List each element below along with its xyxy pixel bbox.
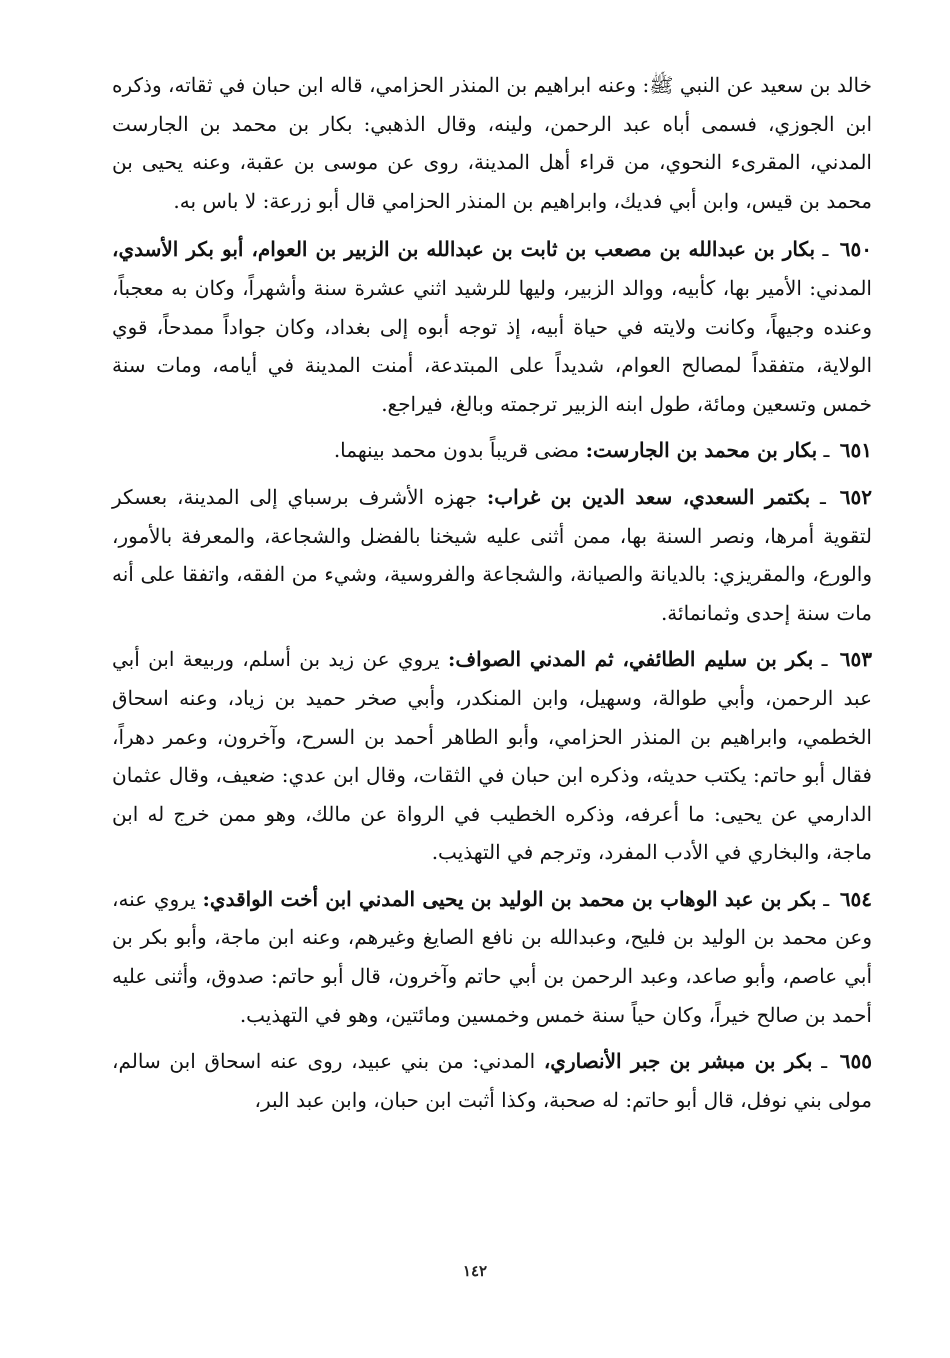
entry-651: [112, 431, 872, 470]
continuation-paragraph: خالد بن سعيد عن النبي ﷺ: وعنه ابراهيم بن المنذر الحزامي، قاله ابن حبان في ثقاته، وذكره ابن الجوزي، فسمى أباه عبد الرحمن، ولينه، وقال الذهبي: بكار بن محمد بن الجارست المدني، المقرىء النحوي، من قراء أهل المدينة، روى عن موسى بن عقبة، وعنه يحيى بن محمد بن قيس، وابن أبي فديك، وابراهيم بن المنذر الحزامي قال أبو زرعة: لا باس به.: [112, 73, 872, 213]
entry-653: [112, 640, 872, 872]
entry-650: [112, 230, 872, 423]
entry-dash: ـ: [821, 1049, 828, 1074]
entry-number: ٦٥٥: [839, 1049, 872, 1074]
page-number: ١٤٢: [462, 1262, 488, 1280]
entry-dash: ـ: [823, 438, 830, 463]
entry-dash: ـ: [823, 886, 830, 911]
entry-dash: ـ: [820, 484, 826, 509]
entry-dash: ـ: [822, 237, 829, 262]
entry-body: المدني: من بني عبيد، روى عنه اسحاق ابن سالم، مولى بني نوفل، قال أبو حاتم: له صحبة، وكذا أثبت ابن حبان، وابن عبد البر،: [112, 1049, 872, 1112]
entry-body: المدني: الأمير بها، كأبيه، ووالد الزبير، وليها للرشيد اثني عشرة سنة وأشهراً، وكان به معجباً، وعنده وجيهاً، وكانت ولايته في حياة أبيه، إذ توجه أبوه إلى بغداد، وكان جواداً ممدحاً، قوي الولاية، متفقداً لمصالح العوام، شديداً على المبتدعة، أمنت المدينة في أيامه، ومات سنة خمس وتسعين ومائة، طول ابنه الزبير ترجمته وبالغ، فيراجع.: [112, 275, 872, 416]
entry-body: جهزه الأشرف برسباي إلى المدينة، بعسكر لتقوية أمرها، ونصر السنة بها، ممن أثنى عليه شيخنا بالفضل والشجاعة، والمعرفة بالأمور، والورع، والمقريزي: بالديانة والصيانة، والشجاعة والفروسية، وشيء من الفقه، واتفقا على أنه مات سنة إحدى وثمانمائة.: [112, 484, 872, 625]
entry-dash: ـ: [821, 647, 828, 672]
entry-number: ٦٥١: [839, 438, 872, 463]
entry-number: ٦٥٣: [839, 647, 873, 672]
entry-number: ٦٥٠: [839, 237, 873, 262]
entry-heading: بكار بن عبدالله بن مصعب بن ثابت بن عبدالله بن الزبير بن العوام، أبو بكر الأسدي،: [112, 237, 816, 262]
document-page: [112, 66, 872, 1127]
entry-body: يروي عنه، وعن محمد بن الوليد بن فليح، وعبدالله بن نافع الصايغ وغيرهم، وعنه ابن ماجة، وأبو بكر بن أبي عاصم، وأبو صاعد، وعبد الرحمن بن أبي حاتم وآخرون، قال أبو حاتم: صدوق، وأثنى عليه أحمد بن صالح خيراً، وكان حياً سنة خمس وخمسين ومائتين، وهو في التهذيب.: [112, 886, 872, 1027]
entry-654: [112, 880, 872, 1034]
entry-body: مضى قريباً بدون محمد بينهما.: [333, 438, 580, 463]
entry-number: ٦٥٢: [839, 484, 873, 509]
entry-652: [112, 478, 872, 632]
entry-heading: بكر بن مبشر بن جبر الأنصاري،: [543, 1049, 813, 1074]
entry-heading: بكتمر السعدي، سعد الدين بن غراب:: [486, 484, 811, 509]
entry-heading: بكار بن محمد بن الجارست:: [585, 438, 818, 463]
entry-number: ٦٥٤: [839, 886, 873, 911]
entry-heading: بكر بن عبد الوهاب بن محمد بن الوليد بن يحيى المدني ابن أخت الواقدي:: [202, 886, 817, 911]
entry-heading: بكر بن سليم الطائفي، ثم المدني الصواف:: [448, 647, 814, 672]
entry-655: [112, 1042, 872, 1119]
entry-body: يروي عن زيد بن أسلم، وربيعة ابن أبي عبد الرحمن، وأبي طوالة، وسهيل، وابن المنكدر، وأبي صخر حميد بن زياد، وعنه اسحاق الخطمي، وابراهيم بن المنذر الحزامي، وأبو الطاهر أحمد بن السرح، وآخرون، وعمر دهراً، فقال أبو حاتم: يكتب حديثه، وذكره ابن حبان في الثقات، وقال ابن عدي: ضعيف، وقال عثمان الدارمي عن يحيى: ما أعرفه، وذكره الخطيب في الرواة عن مالك، وهو ممن خرج له ابن ماجة، والبخاري في الأدب المفرد، وترجم في التهذيب.: [112, 647, 873, 865]
